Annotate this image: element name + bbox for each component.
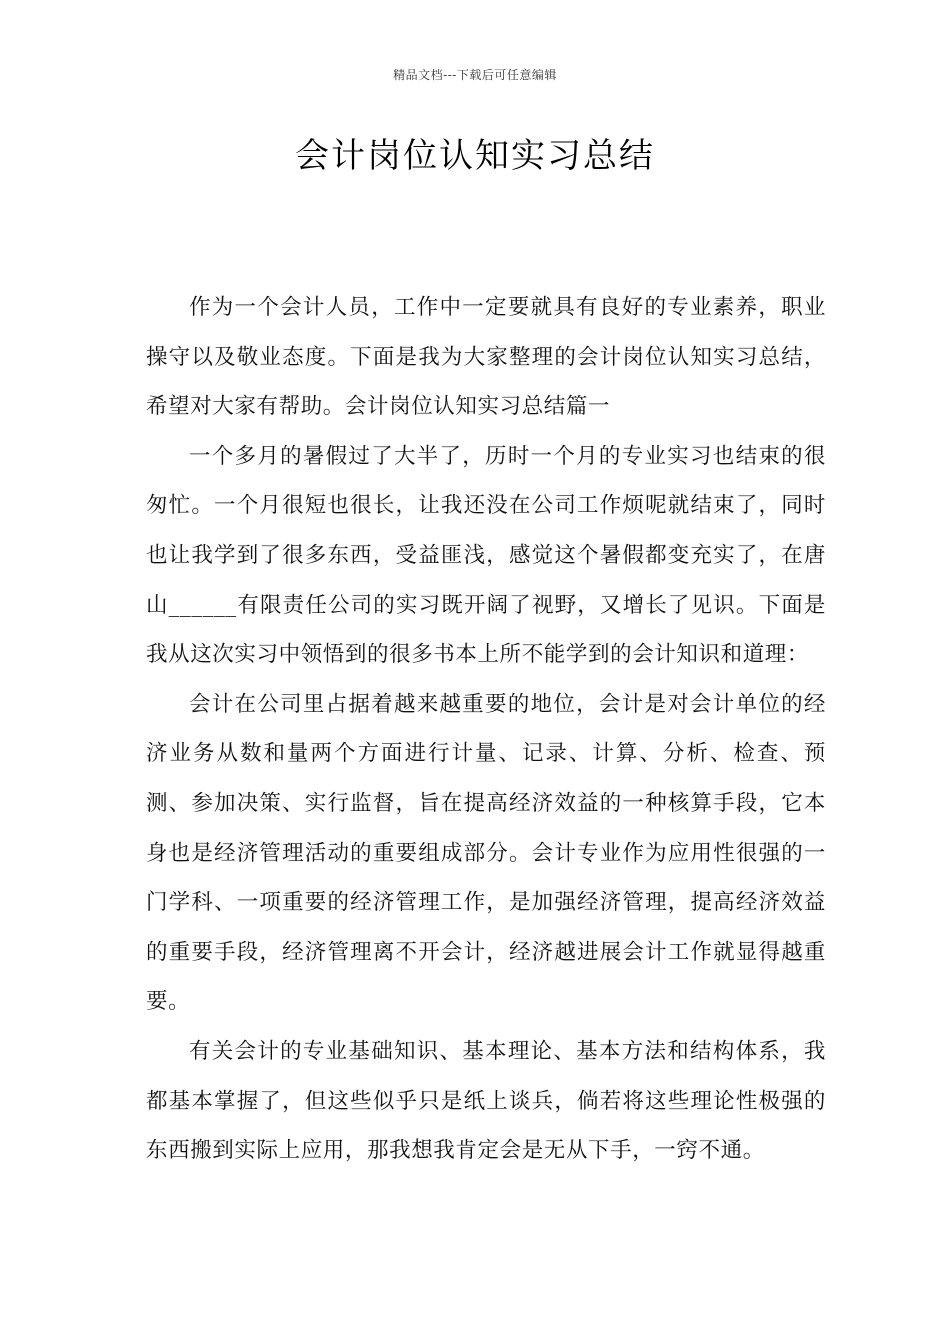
paragraph-theory-practice: 有关会计的专业基础知识、基本理论、基本方法和结构体系，我都基本掌握了，但这些似乎只是纸上谈兵，倘若将这些理论性极强的东西搬到实际上应用，那我想我肯定会是无从下手，一窍不通。 — [146, 1038, 826, 1164]
paragraph-intro: 作为一个会计人员，工作中一定要就具有良好的专业素养，职业操守以及敬业态度。下面是我为大家整理的会计岗位认知实习总结，希望对大家有帮助。会计岗位认知实习总结篇一 — [146, 295, 826, 420]
header-note: 精品文档---下载后可任意编辑 — [393, 68, 557, 82]
paragraph-summer-internship: 一个多月的暑假过了大半了，历时一个月的专业实习也结束的很匆忙。一个月很短也很长，让我还没在公司工作烦呢就结束了，同时也让我学到了很多东西，受益匪浅，感觉这个暑假都变充实了，在唐山______有限责任公司的实习既开阔了视野，又增长了见识。下面是我从这次实习中领悟到的很多书本上所不能学到的会计知识和道理： — [146, 443, 826, 668]
paragraph-accounting-role: 会计在公司里占据着越来越重要的地位，会计是对会计单位的经济业务从数和量两个方面进行计量、记录、计算、分析、检查、预测、参加决策、实行监督，旨在提高经济效益的一种核算手段，它本身也是经济管理活动的重要组成部分。会计专业作为应用性很强的一门学科、一项重要的经济管理工作，是加强经济管理，提高经济效益的重要手段，经济管理离不开会计，经济越进展会计工作就显得越重要。 — [146, 691, 826, 1015]
document-title: 会计岗位认知实习总结 — [295, 136, 655, 176]
document-body — [146, 283, 826, 1176]
